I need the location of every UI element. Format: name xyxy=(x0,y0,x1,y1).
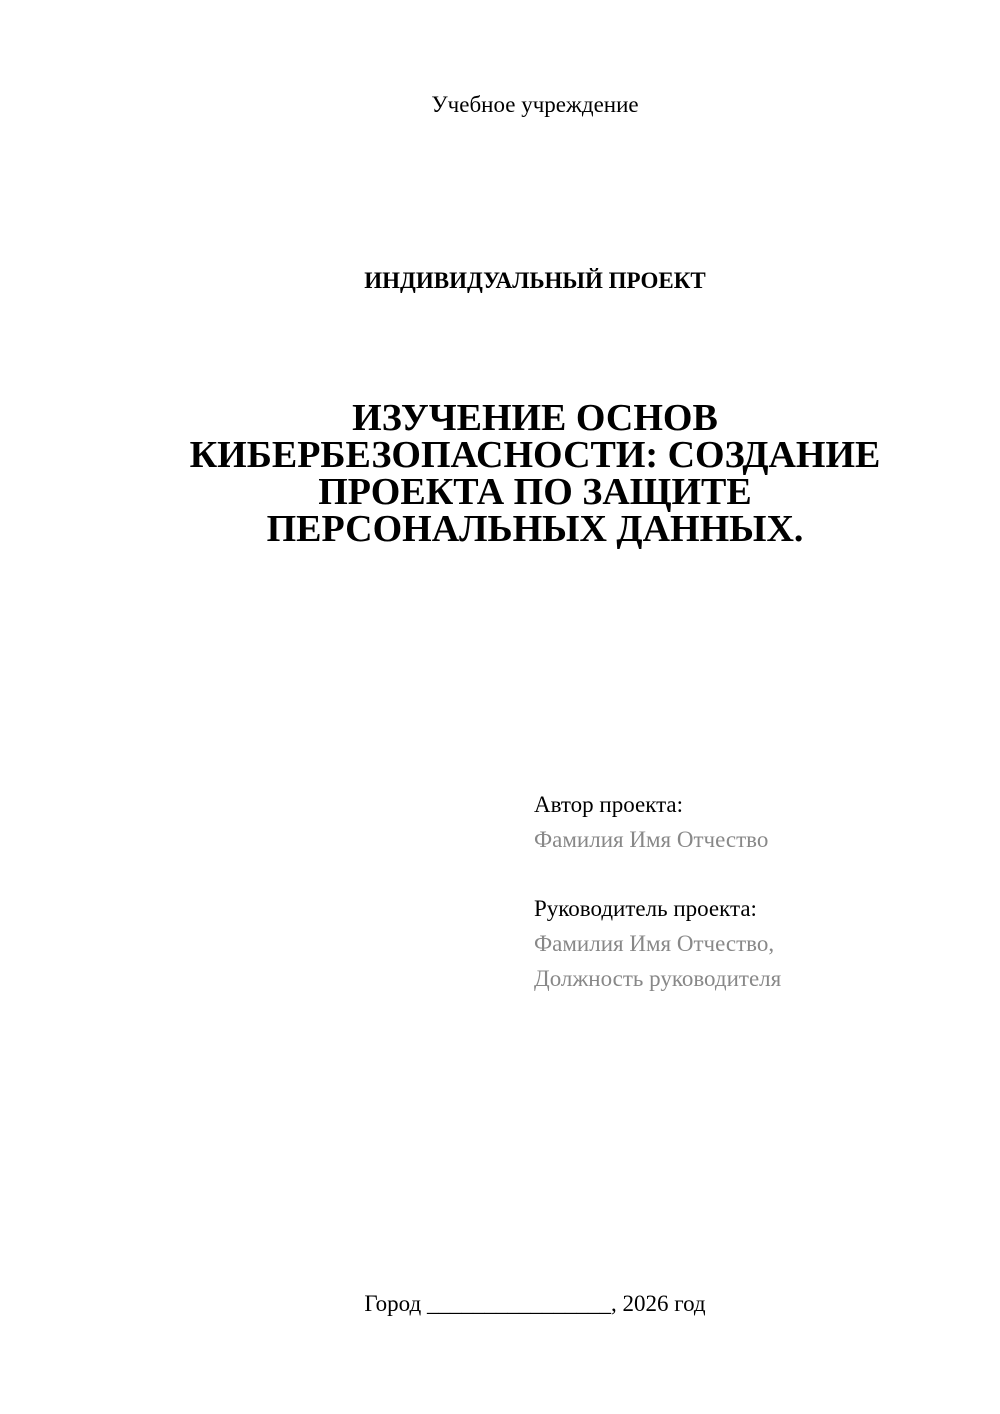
project-title-line: КИБЕРБЕЗОПАСНОСТИ: СОЗДАНИЕ xyxy=(189,434,881,476)
project-title-line: ИЗУЧЕНИЕ ОСНОВ xyxy=(352,397,718,439)
author-label: Автор проекта: xyxy=(534,792,683,817)
institution-name: Учебное учреждение xyxy=(431,92,639,117)
supervisor-name-placeholder: Фамилия Имя Отчество, xyxy=(534,931,775,956)
city-year-footer: Город ________________, 2026 год xyxy=(364,1291,706,1316)
project-title xyxy=(140,397,930,550)
supervisor-label: Руководитель проекта: xyxy=(534,896,757,921)
project-info-block xyxy=(534,787,974,996)
project-title-line: ПРОЕКТА ПО ЗАЩИТЕ xyxy=(318,471,752,513)
project-type-heading: ИНДИВИДУАЛЬНЫЙ ПРОЕКТ xyxy=(364,268,706,293)
spacer xyxy=(534,857,974,891)
author-name-placeholder: Фамилия Имя Отчество xyxy=(534,827,769,852)
project-title-line: ПЕРСОНАЛЬНЫХ ДАННЫХ. xyxy=(266,508,804,550)
supervisor-position-placeholder: Должность руководителя xyxy=(534,966,782,991)
